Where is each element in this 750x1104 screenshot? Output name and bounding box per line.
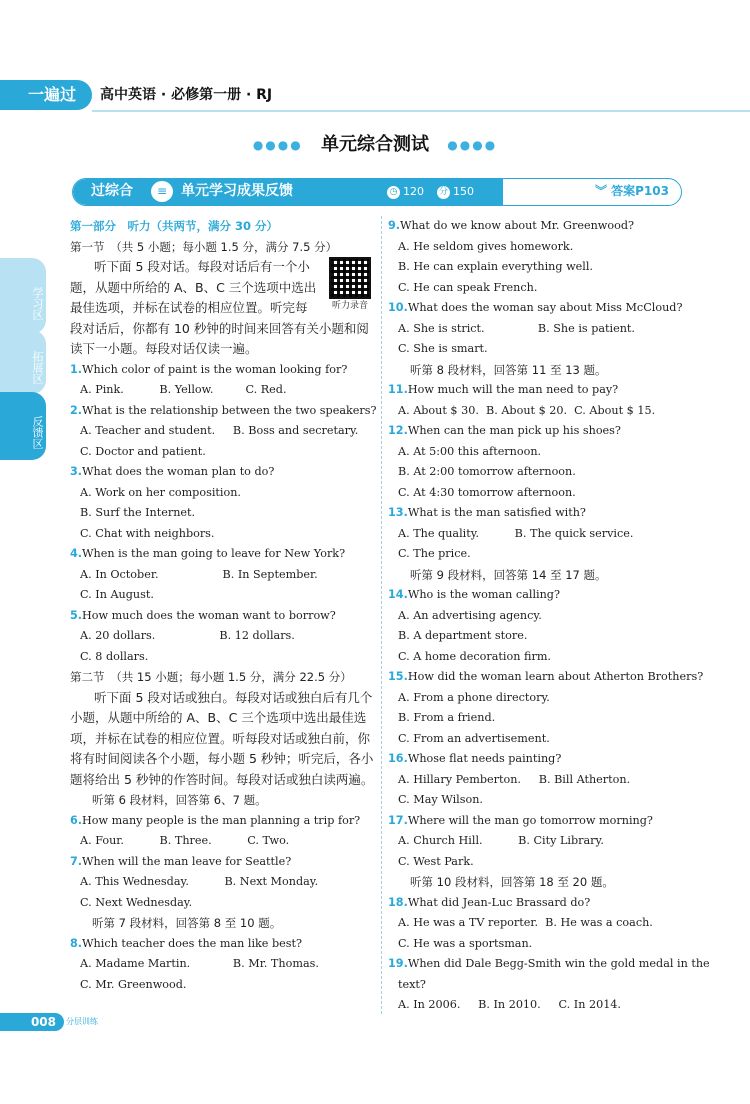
banner-label-1: 过综合 (91, 183, 133, 199)
question-number: 14. (388, 588, 408, 601)
options: A. In 2006. B. In 2010. C. In 2014. (398, 998, 621, 1011)
header-divider (92, 110, 750, 112)
question (388, 421, 684, 442)
book-title: 高中英语 · 必修第一册 · RJ (100, 87, 273, 103)
unit-banner (72, 178, 682, 206)
options: B. Surf the Internet. (80, 506, 196, 519)
options: A. Teacher and student. B. Boss and secretary. (80, 424, 359, 437)
options: A. Four. B. Three. C. Two. (80, 834, 290, 847)
question (388, 667, 704, 688)
side-tab-study[interactable]: 学习区 (0, 258, 46, 334)
question-text: What does the woman say about Miss McCloud? (407, 301, 683, 314)
decor-dots-right: ●●●● (447, 138, 498, 152)
options: A. In October. B. In September. (80, 567, 318, 581)
side-tab-extend[interactable]: 拓展区 (0, 330, 46, 394)
question-number: 19. (388, 957, 408, 970)
question (388, 585, 684, 606)
column-divider (381, 216, 382, 1014)
material-note: 听第 6 段材料，回答第 6、7 题。 (92, 793, 267, 807)
options: A. About $ 30. B. About $ 20. C. About $ 15. (398, 403, 656, 417)
question (388, 893, 684, 914)
options: A. He was a TV reporter. B. He was a coach. (398, 916, 653, 929)
question-text: Where will the man go tomorrow morning? (407, 813, 653, 827)
question-text: What do we know about Mr. Greenwood? (400, 219, 634, 232)
options: C. From an advertisement. (398, 731, 550, 745)
page-footer (0, 1013, 120, 1031)
left-column (70, 216, 375, 995)
options: C. 8 dollars. (80, 649, 149, 663)
options: A. He seldom gives homework. (398, 239, 574, 253)
options: A. The quality. B. The quick service. (398, 526, 634, 540)
question-text: What is the relationship between the two speakers? (82, 403, 377, 417)
options: C. In August. (80, 588, 154, 601)
question-text: When can the man pick up his shoes? (407, 424, 621, 437)
qr-label: 听力录音 (331, 301, 368, 311)
question-number: 7. (70, 854, 83, 868)
question-number: 15. (388, 670, 408, 683)
decor-dots-left: ●●●● (252, 138, 303, 152)
options: A. Church Hill. B. City Library. (398, 834, 604, 847)
options: A. Work on her composition. (80, 485, 241, 499)
options: A. From a phone directory. (398, 690, 550, 704)
material-note: 听第 10 段材料，回答第 18 至 20 题。 (410, 875, 614, 889)
options: A. This Wednesday. B. Next Monday. (80, 875, 319, 888)
question-text: When will the man leave for Seattle? (82, 854, 292, 868)
section-title-row (0, 130, 750, 156)
options: B. At 2:00 tomorrow afternoon. (398, 465, 576, 478)
time-value: 120 (403, 185, 424, 198)
banner-label-2: 单元学习成果反馈 (181, 183, 293, 199)
page-number: 008 (0, 1013, 64, 1031)
options: A. Hillary Pemberton. B. Bill Atherton. (398, 772, 631, 786)
score-icon: 分 (438, 186, 448, 197)
options: A. 20 dollars. B. 12 dollars. (80, 629, 295, 642)
options: C. Chat with neighbors. (80, 526, 215, 540)
question (70, 360, 375, 381)
question-text: How much will the man need to pay? (407, 383, 619, 396)
question-number: 16. (388, 752, 408, 765)
options: C. Doctor and patient. (80, 444, 206, 458)
question-number: 2. (70, 403, 83, 417)
instructions-2: 听下面 5 段对话或独白。每段对话或独白后有几个小题，从题中所给的 A、B、C 三个选项中选出最佳选项，并标在试卷的相应位置。听每段对话或独白前，你将有时间阅读各个小题，每小题 5 秒钟；听完后，各小题将给出 5 秒钟的作答时间。每段对话或独白读两遍。 (70, 689, 374, 787)
question-text: Which color of paint is the woman looking for? (82, 362, 348, 376)
question-number: 5. (70, 608, 83, 622)
question-text: What does the woman plan to do? (82, 465, 275, 478)
question-number: 8. (70, 936, 83, 950)
material-note: 听第 7 段材料，回答第 8 至 10 题。 (92, 916, 282, 930)
options: C. May Wilson. (398, 793, 483, 806)
chevron-down-icon: ︾ (594, 184, 612, 198)
question-text: Who is the woman calling? (407, 588, 560, 601)
options: B. From a friend. (398, 711, 496, 724)
score-stat (437, 179, 474, 204)
options: B. A department store. (398, 629, 528, 642)
question-text: What did Jean-Luc Brassard do? (407, 895, 591, 909)
question-text: How much does the woman want to borrow? (82, 608, 336, 622)
question (70, 811, 375, 832)
question (388, 749, 684, 770)
instructions-1-text: 听下面 5 段对话。每段对话后有一个小题，从题中所给的 A、B、C 三个选项中选出最佳选项，并标在试卷的相应位置。听完每段对话后，你都有 10 秒钟的时间来回答有关小题和阅读下一小题。每段对话仅读一遍。 (70, 259, 369, 356)
page-header (0, 80, 750, 112)
options: C. West Park. (398, 854, 474, 868)
question-text: When is the man going to leave for New York? (82, 547, 346, 560)
question-number: 13. (388, 506, 408, 519)
options: C. Mr. Greenwood. (80, 977, 187, 991)
options: B. He can explain everything well. (398, 260, 593, 273)
question (70, 401, 375, 422)
options: C. At 4:30 tomorrow afternoon. (398, 485, 576, 499)
question (388, 503, 684, 524)
question-number: 12. (388, 424, 408, 437)
question-text: When did Dale Begg-Smith win the gold medal in the (407, 957, 710, 970)
clock-icon: ◷ (387, 186, 400, 199)
part-heading: 第一部分 听力（共两节，满分 30 分） (70, 219, 279, 233)
question-text: How many people is the man planning a trip for? (82, 813, 361, 827)
footer-label: 分层训练 (66, 1017, 98, 1026)
question (388, 954, 710, 975)
right-column (388, 216, 710, 1016)
question (388, 380, 684, 401)
options: A. Pink. B. Yellow. C. Red. (80, 383, 287, 396)
question-text: Which teacher does the man like best? (82, 936, 303, 950)
question (388, 298, 684, 319)
options: A. Madame Martin. B. Mr. Thomas. (80, 957, 319, 970)
question-number: 10. (388, 301, 408, 314)
qr-code[interactable] (329, 257, 371, 299)
question-number: 1. (70, 362, 83, 376)
answer-link[interactable] (595, 179, 669, 204)
list-icon: ≡ (151, 181, 173, 202)
section2-heading: 第二节 （共 15 小题；每小题 1.5 分，满分 22.5 分） (70, 670, 352, 684)
question-number: 4. (70, 547, 83, 560)
options: A. She is strict. B. She is patient. (398, 321, 635, 335)
question (388, 811, 684, 832)
score-value: 150 (453, 185, 474, 198)
question-number: 9. (388, 219, 401, 232)
options: C. He can speak French. (398, 280, 538, 294)
section-title: 单元综合测试 (321, 134, 429, 155)
instructions-1 (70, 257, 375, 360)
question (388, 216, 684, 237)
answer-ref: 答案P103 (611, 184, 669, 198)
options: C. A home decoration firm. (398, 649, 551, 663)
options: C. Next Wednesday. (80, 895, 193, 909)
question-text: How did the woman learn about Atherton Brothers? (407, 670, 704, 683)
options: A. At 5:00 this afternoon. (398, 444, 542, 458)
options: C. The price. (398, 547, 471, 560)
question-number: 6. (70, 813, 83, 827)
question (70, 934, 375, 955)
question (70, 606, 375, 627)
question-text-cont: text? (398, 977, 426, 991)
options: C. He was a sportsman. (398, 936, 533, 950)
time-stat (387, 179, 424, 204)
question-number: 18. (388, 895, 408, 909)
material-note: 听第 8 段材料，回答第 11 至 13 题。 (410, 362, 607, 377)
question (70, 544, 375, 565)
question-number: 11. (388, 383, 408, 396)
question-number: 17. (388, 813, 408, 827)
options: C. She is smart. (398, 342, 488, 355)
brand-tab: 一遍过 (0, 80, 92, 110)
material-note: 听第 9 段材料，回答第 14 至 17 题。 (410, 567, 607, 582)
question (70, 852, 375, 873)
section1-heading: 第一节 （共 5 小题；每小题 1.5 分，满分 7.5 分） (70, 239, 338, 254)
question-text: What is the man satisfied with? (407, 506, 586, 519)
question-text: Whose flat needs painting? (407, 752, 562, 765)
question (70, 462, 375, 483)
question-number: 3. (70, 465, 83, 478)
options: A. An advertising agency. (398, 608, 542, 622)
qr-block (325, 257, 375, 312)
side-tab-feedback[interactable]: 反馈区 (0, 392, 46, 460)
